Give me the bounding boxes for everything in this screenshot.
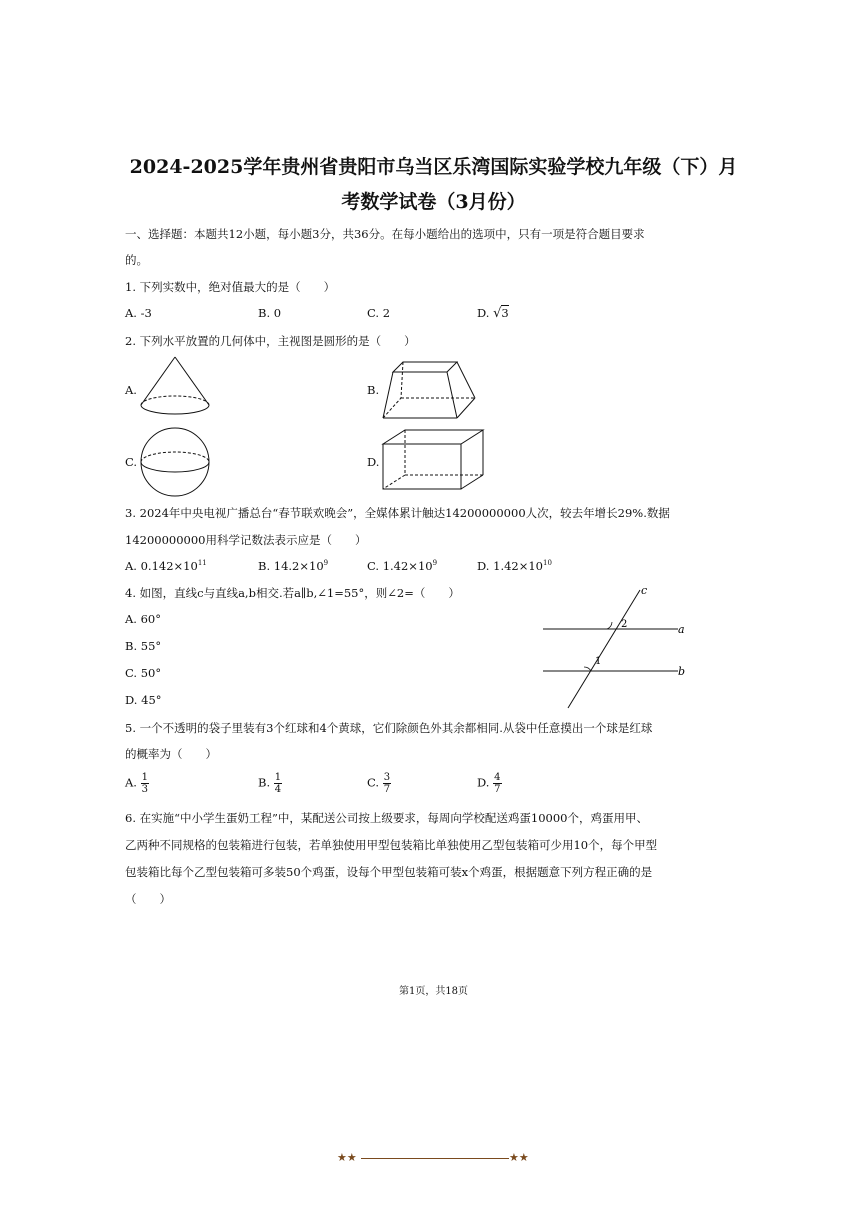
q2-stem: 2. 下列水平放置的几何体中，主视图是圆形的是（ ） (125, 334, 416, 348)
q4-option-a: A. 60° (125, 612, 161, 626)
q1-option-d: D. √3 (477, 306, 509, 321)
label-a: a (678, 623, 685, 636)
page-title-line1: 2024-2025学年贵州省贵阳市乌当区乐湾国际实验学校九年级（下）月 (129, 156, 738, 178)
q3-option-a: A. $0.142\times 10^{11}$ (125, 559, 207, 573)
q4-option-d: D. 45° (125, 693, 162, 707)
q3-option-c: C. $1.42\times 10^9$ (367, 559, 438, 573)
section-heading: 一、选择题：本题共12小题，每小题3分，共36分。在每小题给出的选项中，只有一项是符合题目要求 (125, 227, 645, 241)
q6-stem-line1: 6. 在实施“中小学生蛋奶工程”中，某配送公司按上级要求，每周向学校配送鸡蛋10000个，鸡蛋用甲、 (125, 811, 648, 825)
cone-figure (138, 355, 212, 420)
star-left-icon: ★★ (337, 1151, 357, 1164)
q4-stem: 4. 如图，直线c与直线a,b相交.若a∥b,∠1=55°，则∠2=（ ） (125, 586, 460, 600)
label-2: 2 (621, 619, 628, 630)
footer-ornament (337, 1151, 532, 1167)
q3-stem-line1: 3. 2024年中央电视广播总台“春节联欢晚会”，全媒体累计触达14200000000人次，较去年增长29%.数据 (125, 506, 670, 520)
q5-stem-line2: 的概率为（ ） (125, 747, 217, 761)
q1-option-a: A. -3 (125, 306, 152, 320)
angle-2-arc (607, 622, 612, 629)
q5-option-a: A. $\frac{1}{3}$ (125, 772, 148, 795)
q5-option-d: D. $\frac{4}{7}$ (477, 772, 501, 795)
q4-option-b: B. 55° (125, 639, 162, 653)
label-c: c (641, 584, 648, 597)
q5-option-b: B. $\frac{1}{4}$ (258, 772, 282, 795)
label-b: b (678, 665, 686, 678)
label-1: 1 (595, 656, 602, 667)
q1-stem: 1. 下列实数中，绝对值最大的是（ ） (125, 280, 336, 294)
page-title-line2: 考数学试卷（3月份） (341, 191, 526, 213)
q6-stem-line4: （ ） (125, 892, 171, 906)
q2-option-a: A. (125, 383, 137, 397)
q5-option-c: C. $\frac{3}{7}$ (367, 772, 391, 795)
q2-option-d: D. (367, 455, 380, 469)
q1-option-d-radicand: 3 (501, 306, 509, 320)
q1-option-b: B. 0 (258, 306, 282, 320)
q1-option-c: C. 2 (367, 306, 391, 320)
line-c (568, 590, 640, 708)
star-right-icon: ★★ (509, 1151, 529, 1164)
ornament-divider (361, 1158, 509, 1159)
q3-option-b: B. $14.2\times 10^9$ (258, 559, 329, 573)
q6-stem-line3: 包装箱比每个乙型包装箱可多装50个鸡蛋，设每个甲型包装箱可装x个鸡蛋，根据题意下列方程正确的是 (125, 865, 653, 879)
q6-stem-line2: 乙两种不同规格的包装箱进行包装，若单独使用甲型包装箱比单独使用乙型包装箱可少用10个，每个甲型 (125, 838, 658, 852)
q4-option-c: C. 50° (125, 666, 162, 680)
cuboid-figure (381, 428, 487, 492)
page-number: 第1页，共18页 (398, 986, 469, 997)
parallel-lines-figure (540, 584, 690, 712)
q5-stem-line1: 5. 一个不透明的袋子里装有3个红球和4个黄球，它们除颜色外其余都相同.从袋中任意摸出一个球是红球 (125, 721, 653, 735)
angle-1-arc (584, 667, 591, 671)
q2-option-b: B. (367, 383, 380, 397)
frustum-figure (381, 360, 477, 422)
sphere-figure (138, 427, 212, 497)
q3-option-d: D. $1.42\times 10^{10}$ (477, 559, 552, 573)
q3-stem-line2: 14200000000用科学记数法表示应是（ ） (125, 533, 367, 547)
section-heading-cont: 的。 (125, 253, 148, 267)
q2-option-c: C. (125, 455, 138, 469)
